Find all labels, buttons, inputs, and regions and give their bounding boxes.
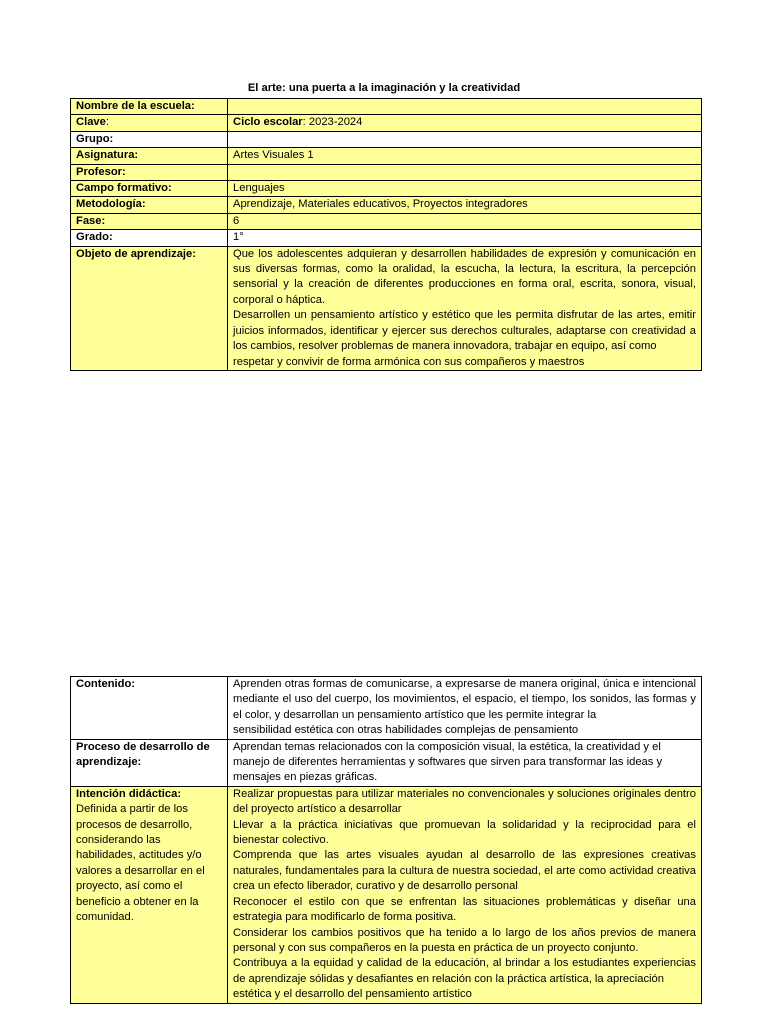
row-clave <box>71 115 702 131</box>
intencion-paragraph-7: estética y el desarrollo del pensamiento artístico <box>233 988 472 1001</box>
proceso-label: Proceso de desarrollo de aprendizaje: <box>71 739 228 786</box>
objeto-paragraph-2: Desarrollen un pensamiento artístico y estético que les permita disfrutar de las artes, emitir juicios informados, identificar y ejercer sus derechos culturales, adaptarse con creatividad a los cambios, resolver problemas de manera innovadora, trabajar en equipo, así como <box>233 309 696 353</box>
metodologia-value: Aprendizaje, Materiales educativos, Proyectos integradores <box>228 197 702 213</box>
intencion-paragraph-1: Realizar propuestas para utilizar materiales no convencionales y soluciones originales dentro del proyecto artístico a desarrollar <box>233 787 696 816</box>
school-name-value <box>228 99 702 115</box>
contenido-paragraph-2: sensibilidad estética con otras habilidades complejas de pensamiento <box>233 724 579 737</box>
row-fase <box>71 213 702 229</box>
objeto-paragraph-1: Que los adolescentes adquieran y desarrollen habilidades de expresión y comunicación en sus diversas formas, como la oralidad, la escucha, la lectura, la escritura, la percepción sensorial y la creación de diferentes producciones en forma oral, escrita, sonora, visual, corporal o háptica. <box>233 247 696 306</box>
profesor-label: Profesor: <box>71 164 228 180</box>
intencion-description: Definida a partir de los procesos de desarrollo, considerando las habilidades, actitudes y/o valores a desarrollar en el proyecto, así como el beneficio a obtener en la comunidad. <box>76 803 205 924</box>
clave-colon: : <box>105 116 109 129</box>
school-info-table <box>70 98 702 371</box>
row-intencion <box>71 786 702 1003</box>
asignatura-value: Artes Visuales 1 <box>228 148 702 164</box>
objeto-label: Objeto de aprendizaje: <box>71 246 228 370</box>
profesor-value <box>228 164 702 180</box>
campo-value: Lenguajes <box>228 181 702 197</box>
clave-label: Clave <box>76 116 106 129</box>
proceso-value: Aprendan temas relacionados con la composición visual, la estética, la creatividad y el manejo de diferentes herramientas y softwares que sirven para transformar las ideas y mensajes en piezas gráficas. <box>228 739 702 786</box>
grado-label: Grado: <box>71 230 228 246</box>
contenido-label: Contenido: <box>71 677 228 740</box>
intencion-paragraph-4: Reconocer el estilo con que se enfrentan las situaciones problemáticas y diseñar una estrategia para modificarlo de forma positiva. <box>233 895 696 924</box>
row-campo <box>71 181 702 197</box>
clave-cell <box>71 115 228 131</box>
intencion-paragraph-6: Contribuya a la equidad y calidad de la educación, al brindar a los estudiantes experiencias de aprendizaje sólidas y desafiantes en relación con la práctica artística, la apreciación <box>233 957 696 985</box>
intencion-value <box>228 786 702 1003</box>
row-metodologia <box>71 197 702 213</box>
row-grupo <box>71 131 702 147</box>
row-contenido <box>71 677 702 740</box>
intencion-paragraph-5: Considerar los cambios positivos que ha tenido a lo largo de los años previos de manera personal y con sus compañeros en la puesta en práctica de un proyecto conjunto. <box>233 926 696 954</box>
ciclo-cell <box>228 115 702 131</box>
contenido-paragraph-1: Aprenden otras formas de comunicarse, a expresarse de manera original, única e intencional mediante el uso del cuerpo, los movimientos, el espacio, el tiempo, los sonidos, las formas y el color, y desarrollan un pensamiento artístico que les permite integrar la <box>233 678 696 721</box>
contenido-value <box>228 677 702 740</box>
row-objeto <box>71 246 702 370</box>
grupo-value <box>228 131 702 147</box>
ciclo-label: Ciclo escolar <box>233 116 303 129</box>
row-school-name <box>71 99 702 115</box>
intencion-paragraph-2: Llevar a la práctica iniciativas que promuevan la solidaridad y la reciprocidad para el bienestar colectivo. <box>233 818 696 847</box>
fase-value: 6 <box>228 213 702 229</box>
ciclo-value: : 2023-2024 <box>302 116 363 129</box>
metodologia-label: Metodología: <box>71 197 228 213</box>
school-name-label: Nombre de la escuela: <box>71 99 228 115</box>
grado-value: 1° <box>228 230 702 246</box>
fase-label: Fase: <box>71 213 228 229</box>
campo-label: Campo formativo: <box>71 181 228 197</box>
objeto-value <box>228 246 702 370</box>
intencion-paragraph-3: Comprenda que las artes visuales ayudan al desarrollo de las expresiones creativas naturales, fundamentales para la cultura de nuestra sociedad, el arte como actividad creativa crea un efecto liberador, curativo y de desarrollo personal <box>233 849 696 893</box>
row-grado <box>71 230 702 246</box>
row-proceso <box>71 739 702 786</box>
content-table <box>70 676 702 1004</box>
asignatura-label: Asignatura: <box>71 148 228 164</box>
row-asignatura <box>71 148 702 164</box>
grupo-label: Grupo: <box>71 131 228 147</box>
row-profesor <box>71 164 702 180</box>
intencion-cell <box>71 786 228 1003</box>
document-title: El arte: una puerta a la imaginación y la creatividad <box>247 82 521 94</box>
objeto-paragraph-3: respetar y convivir de forma armónica con sus compañeros y maestros <box>233 355 585 368</box>
intencion-label: Intención didáctica: <box>76 787 182 800</box>
